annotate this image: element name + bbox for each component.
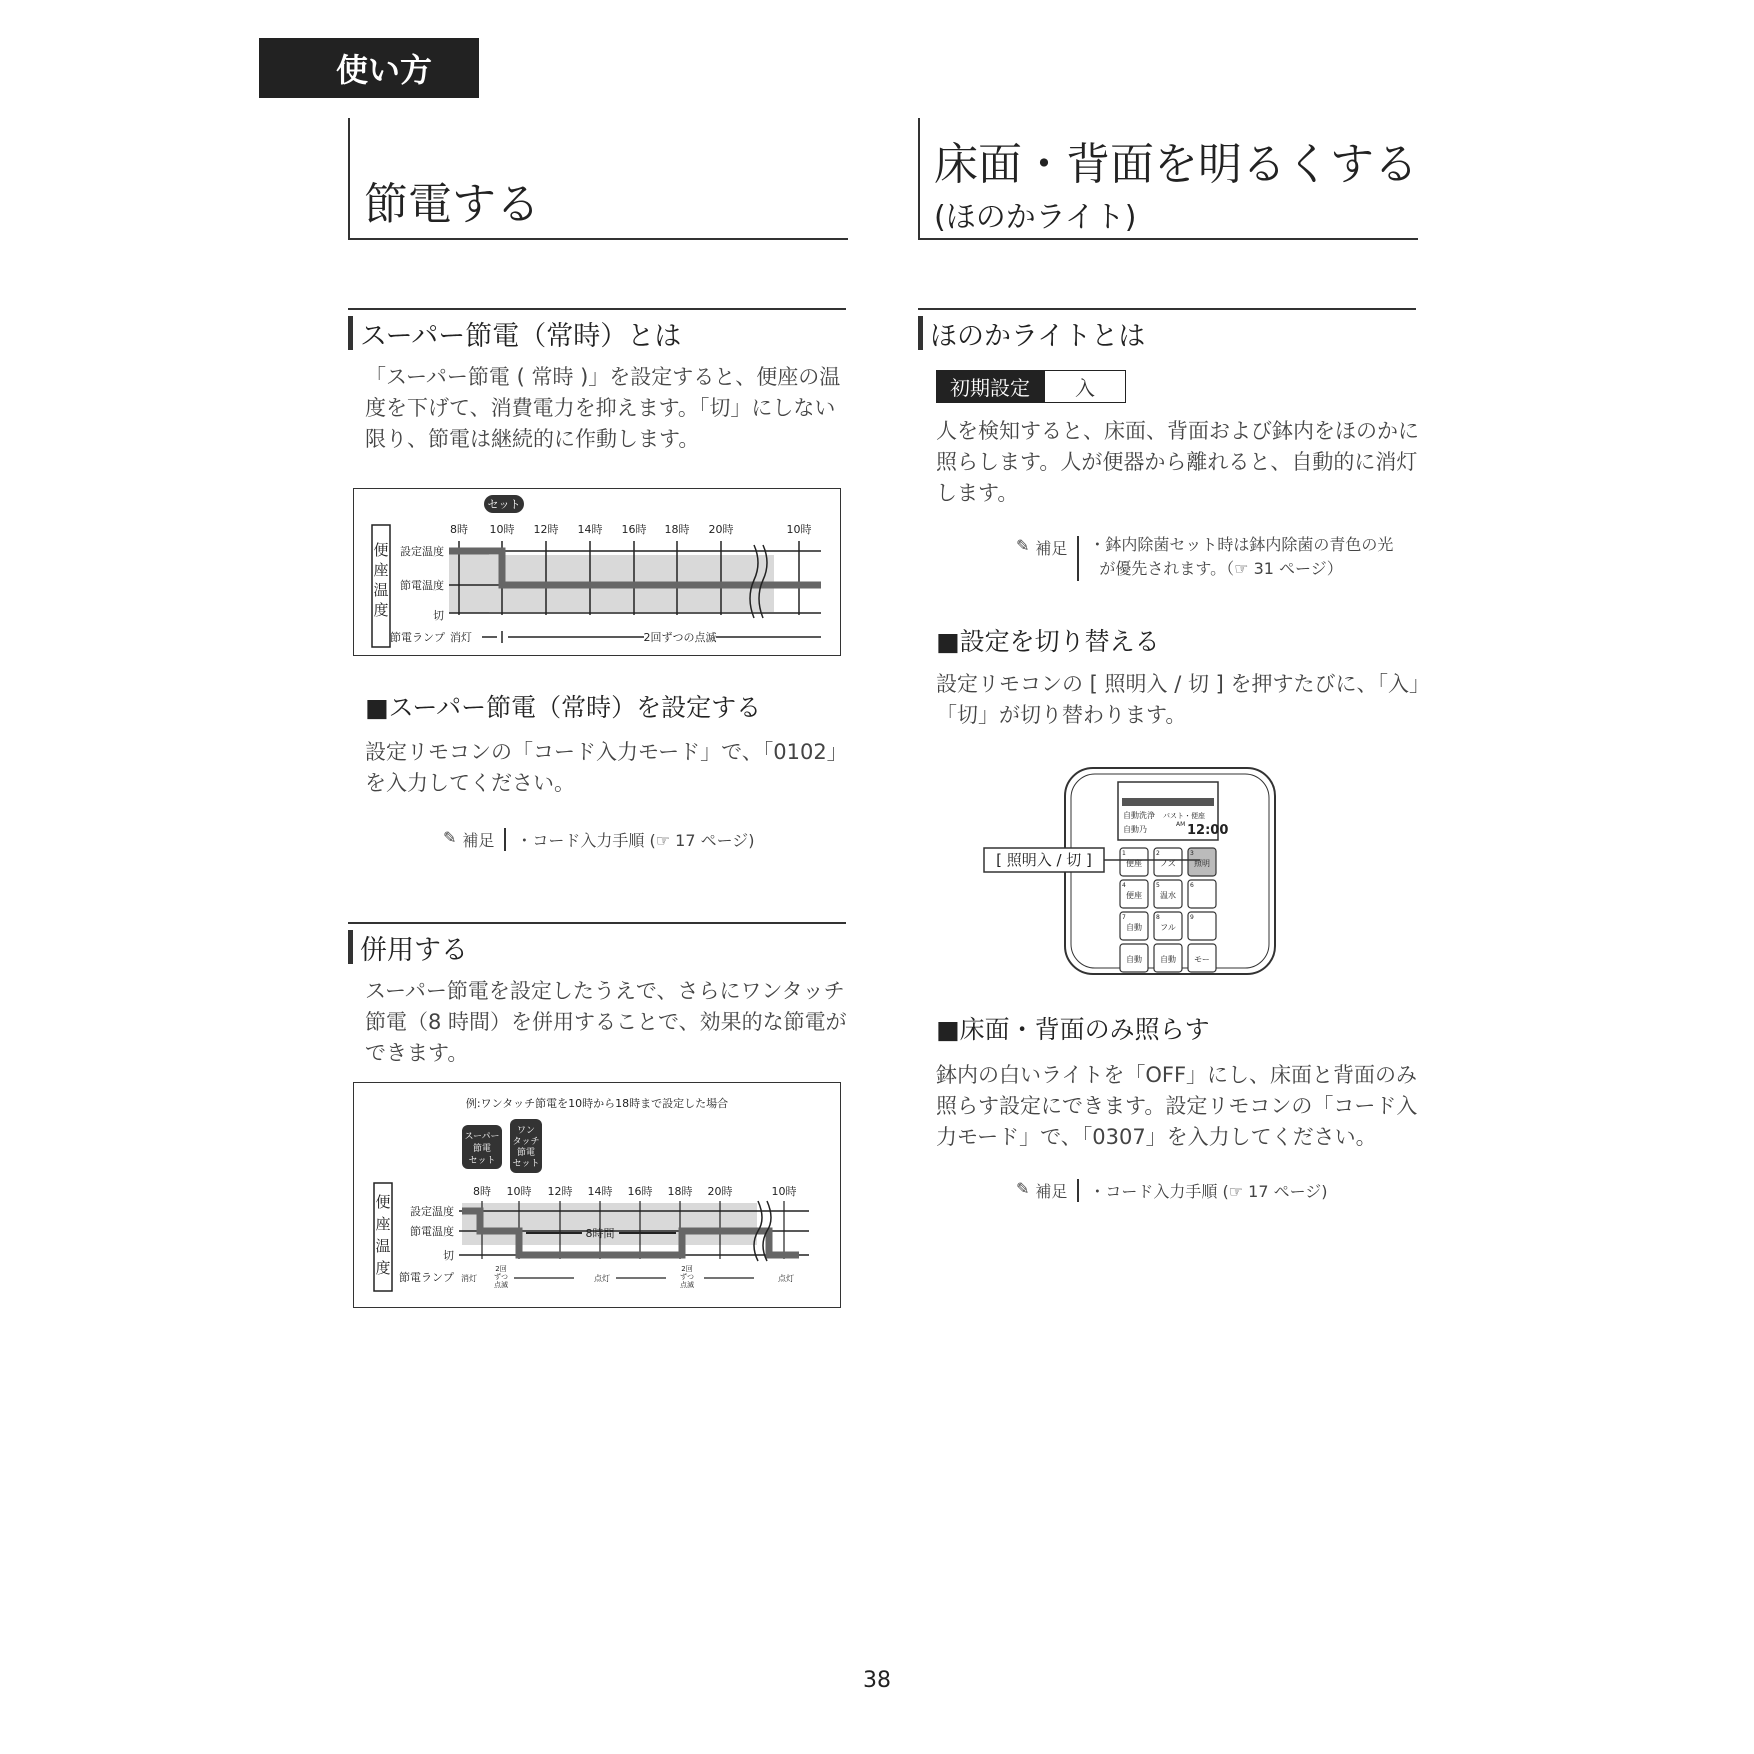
chart2-time-label: 16時 [627, 1185, 653, 1198]
remote-button-number: 5 [1156, 882, 1160, 889]
chart1-time-label: 8時 [450, 523, 468, 536]
chart2-badge-super-text: スーパー [464, 1132, 500, 1142]
right-main-title [918, 118, 1418, 240]
left-section1-text: 「スーパー節電 ( 常時 )」を設定すると、便座の温度を下げて、消費電力を抑えます。「切」にしない限り、節電は継続的に作動します。 [365, 365, 841, 451]
chart2-vertical-char: 座 [375, 1215, 391, 1233]
right-sub1-heading: ■設定を切り替える [936, 627, 1160, 656]
chart1-vertical-char: 温 [373, 581, 389, 599]
remote-button-label: 便座 [1126, 891, 1142, 900]
chart2-time-label: 18時 [667, 1185, 693, 1198]
pencil-icon: ✎ [1016, 1179, 1030, 1198]
chart2-time-label: 14時 [587, 1185, 613, 1198]
left-sub1-heading: ■スーパー節電（常時）を設定する [365, 693, 762, 722]
remote-button-number: 7 [1122, 914, 1126, 921]
default-setting-badge [936, 370, 1126, 403]
remote-button-number: 2 [1156, 850, 1160, 857]
chart1-set-label: セット [487, 498, 521, 511]
chart2-lamp-label: 節電ランプ [399, 1271, 454, 1284]
chart2-blink1-text: 2回 [495, 1265, 507, 1273]
left-section1-heading-text: スーパー節電（常時）とは [360, 321, 682, 352]
chart1-lamp-label: 節電ランプ [390, 631, 445, 644]
heading-bar [348, 930, 353, 964]
remote-button-number: 3 [1190, 850, 1194, 857]
right-sub2-text: 鉢内の白いライトを「OFF」にし、床面と背面のみ照らす設定にできます。設定リモコンの「コード入力モード」で、「0307」を入力してください。 [936, 1063, 1418, 1149]
note-divider [1077, 536, 1079, 581]
chart2-time-label: 10時 [506, 1185, 532, 1198]
chart1-lamp-blink: 2回ずつの点滅 [643, 631, 717, 644]
chart1-row-off: 切 [433, 609, 444, 622]
remote-display-row3: 自動乃 [1123, 825, 1147, 834]
remote-illustration [980, 766, 1280, 978]
remote-button-label: モー [1194, 955, 1210, 964]
chart1-time-label: 10時 [786, 523, 812, 536]
chart1-vertical-char: 座 [373, 561, 389, 579]
chart-combined-saving-svg [354, 1083, 840, 1307]
chart1-area-fill-high [449, 553, 489, 613]
remote-clock-ampm: AM [1176, 821, 1186, 828]
note-text-line1: ・鉢内除菌セット時は鉢内除菌の青色の光 [1089, 535, 1394, 554]
chart-super-saving [353, 488, 841, 656]
chart2-lamp-off: 消灯 [461, 1274, 477, 1283]
chart2-blink2-text: 点滅 [680, 1281, 694, 1289]
remote-display-row2: パスト・便座 [1163, 812, 1205, 820]
note-label: 補足 [462, 831, 495, 850]
left-title-text: 節電する [364, 179, 540, 230]
chart1-time-label: 10時 [489, 523, 515, 536]
right-title-text: 床面・背面を明るくする [934, 139, 1418, 190]
remote-button-label: 照明 [1194, 859, 1210, 868]
chart2-time-label: 20時 [707, 1185, 733, 1198]
chart1-row-save: 節電温度 [400, 579, 444, 592]
pencil-icon: ✎ [1016, 536, 1030, 555]
remote-button-label: 温水 [1160, 891, 1176, 900]
chart2-blink2-text: ずつ [680, 1273, 694, 1281]
chart1-time-label: 14時 [577, 523, 603, 536]
chart2-caption: 例:ワンタッチ節電を10時から18時まで設定した場合 [465, 1097, 729, 1110]
chart1-time-label: 16時 [621, 523, 647, 536]
right-sub2-note [1016, 1179, 1328, 1202]
note-divider [1077, 1179, 1079, 1202]
note-text-line2: が優先されます。（☞ 31 ページ） [1099, 559, 1343, 578]
right-section1-heading [918, 308, 1416, 354]
chart2-blink1-text: ずつ [494, 1273, 508, 1281]
remote-clock: 12:00 [1187, 823, 1229, 838]
note-divider [504, 828, 506, 851]
chart2-badge-onetouch-text: タッチ [512, 1137, 540, 1147]
heading-bar [918, 316, 923, 350]
left-main-title [348, 118, 848, 240]
left-section1-heading [348, 308, 846, 354]
right-sub1-text: 設定リモコンの [ 照明入 / 切 ] を押すたびに、「入」「切」が切り替わります。 [936, 672, 1420, 727]
right-sub2-heading: ■床面・背面のみ照らす [936, 1015, 1210, 1044]
note-label: 補足 [1035, 539, 1068, 558]
default-setting-key: 初期設定 [936, 370, 1044, 403]
remote-button-number: 4 [1122, 882, 1126, 889]
right-section1-note [1016, 536, 1393, 581]
chart2-badge-super-text: 節電 [472, 1144, 492, 1154]
note-text: ・コード入力手順 (☞ 17 ページ) [1089, 1182, 1328, 1201]
remote-button-label: 自動 [1126, 955, 1142, 964]
note-text: ・コード入力手順 (☞ 17 ページ) [516, 831, 755, 850]
chart2-lamp-on: 点灯 [594, 1274, 610, 1283]
chart2-vertical-char: 温 [375, 1237, 391, 1255]
chart1-time-label: 18時 [664, 523, 690, 536]
chart2-badge-super-text: セット [468, 1156, 496, 1166]
chart2-blink1-text: 点滅 [494, 1281, 508, 1289]
chart2-duration: 8時間 [585, 1227, 615, 1240]
chart2-time-label: 8時 [473, 1185, 491, 1198]
left-section2-heading [348, 922, 846, 968]
remote-button-number: 1 [1122, 850, 1126, 857]
remote-display-row1: 自動洗浄 [1123, 811, 1155, 820]
chart1-vertical-char: 度 [373, 601, 389, 619]
left-section2-text: スーパー節電を設定したうえで、さらにワンタッチ節電（8 時間）を併用することで、効果的な節電ができます。 [365, 979, 847, 1065]
remote-svg [980, 766, 1280, 978]
remote-display-bar [1122, 798, 1214, 806]
chart2-lamp-on2: 点灯 [778, 1274, 794, 1283]
default-setting-value: 入 [1044, 370, 1126, 403]
remote-button-label: 自動 [1160, 955, 1176, 964]
note-label: 補足 [1035, 1182, 1068, 1201]
note-text-block [1089, 533, 1393, 581]
left-sub1-text: 設定リモコンの「コード入力モード」で、「0102」を入力してください。 [365, 740, 838, 795]
pencil-icon: ✎ [443, 828, 457, 847]
chart1-time-label: 20時 [708, 523, 734, 536]
chart2-time-label: 10時 [771, 1185, 797, 1198]
chart2-badge-onetouch-text: ワン [516, 1126, 536, 1136]
chart-super-saving-svg [354, 489, 840, 655]
right-section1-text: 人を検知すると、床面、背面および鉢内をほのかに照らします。人が便器から離れると、自動的に消灯します。 [936, 419, 1419, 505]
remote-button-number: 6 [1190, 882, 1194, 889]
chart1-lamp-off: 消灯 [450, 631, 472, 644]
chart2-row-off: 切 [443, 1249, 454, 1262]
right-subtitle-text: (ほのかライト) [934, 200, 1137, 235]
chart2-vertical-char: 便 [375, 1193, 391, 1211]
section-tab: 使い方 [259, 38, 479, 98]
heading-bar [348, 316, 353, 350]
chart2-badge-onetouch-text: 節電 [516, 1148, 536, 1158]
chart2-vertical-char: 度 [375, 1259, 391, 1277]
chart2-badge-onetouch-text: セット [512, 1159, 540, 1169]
remote-button-number: 8 [1156, 914, 1160, 921]
chart-combined-saving [353, 1082, 841, 1308]
remote-button-number: 9 [1190, 914, 1194, 921]
remote-button-label: ノズ [1160, 859, 1176, 868]
chart2-row-set: 設定温度 [410, 1205, 454, 1218]
left-sub1-note [443, 828, 755, 851]
chart2-blink2-text: 2回 [681, 1265, 693, 1273]
callout-label: [ 照明入 / 切 ] [996, 851, 1092, 869]
chart1-row-set: 設定温度 [400, 545, 444, 558]
remote-button-label: フル [1160, 923, 1176, 932]
chart2-time-label: 12時 [547, 1185, 573, 1198]
chart2-row-save: 節電温度 [410, 1225, 454, 1238]
remote-button-label: 自動 [1126, 923, 1142, 932]
chart1-vertical-char: 便 [373, 541, 389, 559]
left-section2-heading-text: 併用する [360, 935, 468, 966]
right-section1-heading-text: ほのかライトとは [930, 321, 1146, 352]
page-number: 38 [863, 1668, 891, 1693]
remote-button-label: 便座 [1126, 859, 1142, 868]
chart1-time-label: 12時 [533, 523, 559, 536]
